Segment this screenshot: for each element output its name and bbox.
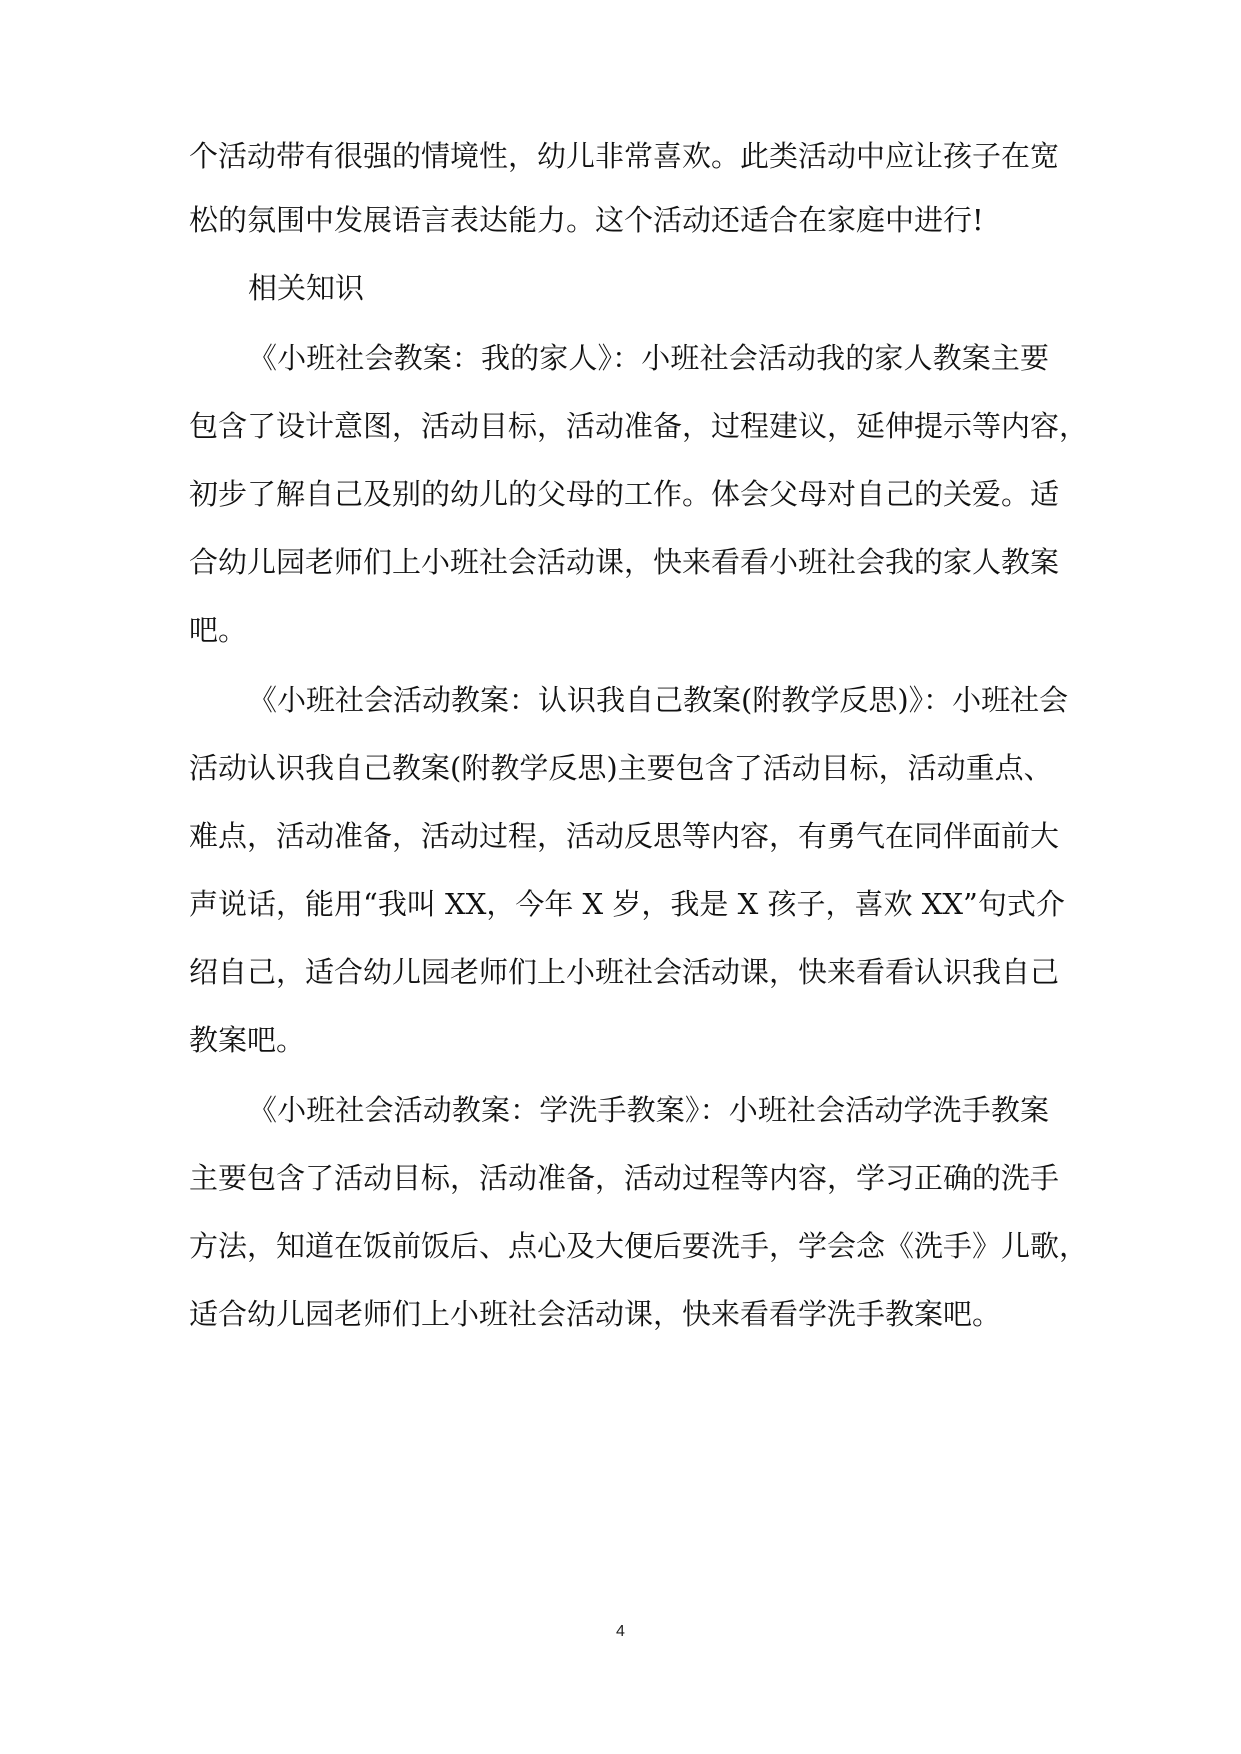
text-line: 《小班社会活动教案：认识我自己教案(附教学反思)》：小班社会 bbox=[248, 683, 1069, 717]
text-line: 教案吧。 bbox=[189, 1023, 306, 1057]
text-line: 《小班社会教案：我的家人》：小班社会活动我的家人教案主要 bbox=[248, 341, 1049, 375]
text-line: 主要包含了活动目标，活动准备，活动过程等内容，学习正确的洗手 bbox=[189, 1161, 1060, 1195]
text-line: 适合幼儿园老师们上小班社会活动课，快来看看学洗手教案吧。 bbox=[189, 1297, 1002, 1331]
text-line: 吧。 bbox=[189, 613, 248, 647]
page-number: 4 bbox=[616, 1623, 625, 1640]
text-line: 合幼儿园老师们上小班社会活动课，快来看看小班社会我的家人教案 bbox=[189, 545, 1060, 579]
text-line: 难点，活动准备，活动过程，活动反思等内容，有勇气在同伴面前大 bbox=[189, 819, 1060, 853]
text-line: 方法，知道在饭前饭后、点心及大便后要洗手，学会念《洗手》儿歌， bbox=[189, 1229, 1089, 1263]
text-line: 包含了设计意图，活动目标，活动准备，过程建议，延伸提示等内容， bbox=[189, 409, 1089, 443]
text-line: 绍自己，适合幼儿园老师们上小班社会活动课，快来看看认识我自己 bbox=[189, 955, 1060, 989]
text-line: 松的氛围中发展语言表达能力。这个活动还适合在家庭中进行! bbox=[189, 203, 984, 237]
text-line: 活动认识我自己教案(附教学反思)主要包含了活动目标，活动重点、 bbox=[189, 751, 1053, 785]
text-line: 初步了解自己及别的幼儿的父母的工作。体会父母对自己的关爱。适 bbox=[189, 477, 1060, 511]
text-line: 个活动带有很强的情境性，幼儿非常喜欢。此类活动中应让孩子在宽 bbox=[189, 139, 1060, 173]
text-line: 声说话，能用“我叫 XX，今年 X 岁，我是 X 孩子，喜欢 XX”句式介 bbox=[189, 887, 1065, 921]
section-heading: 相关知识 bbox=[248, 271, 365, 305]
text-line: 《小班社会活动教案：学洗手教案》：小班社会活动学洗手教案 bbox=[248, 1093, 1049, 1127]
